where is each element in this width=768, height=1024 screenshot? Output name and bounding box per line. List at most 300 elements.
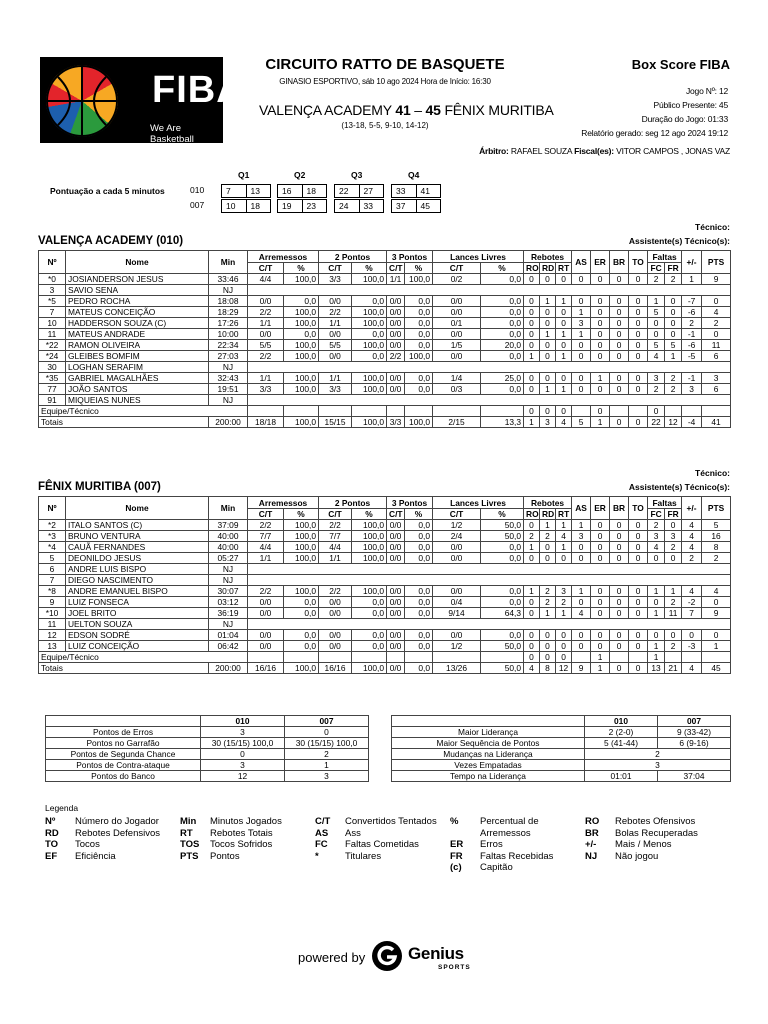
stat-cell: 0 bbox=[610, 351, 629, 362]
stat-cell: 30:07 bbox=[209, 586, 248, 597]
stat-cell: 17:26 bbox=[209, 318, 248, 329]
away-box-score-table bbox=[38, 496, 731, 674]
stat-cell: 25,0 bbox=[481, 373, 524, 384]
five-minute-score: 45 bbox=[416, 200, 441, 212]
stat-cell: 0 bbox=[591, 520, 610, 531]
stat-cell: 0 bbox=[572, 296, 591, 307]
blank-cell bbox=[387, 652, 405, 663]
five-minute-score: 18 bbox=[246, 200, 271, 212]
stat-cell: 4 bbox=[682, 663, 702, 674]
blank-cell bbox=[319, 652, 352, 663]
stat-cell: 0/0 bbox=[433, 630, 481, 641]
stat-cell: 0 bbox=[572, 373, 591, 384]
summary-value: 12 bbox=[201, 771, 285, 782]
stat-cell: 2 bbox=[702, 318, 731, 329]
blank-cell bbox=[405, 652, 433, 663]
player-name: JOÃO SANTOS bbox=[66, 384, 209, 395]
summary-value: 2 bbox=[585, 749, 731, 760]
summary-value: 30 (15/15) 100,0 bbox=[201, 738, 285, 749]
stat-cell: 2 bbox=[556, 597, 572, 608]
stat-cell: 0 bbox=[524, 630, 540, 641]
column-header: 2 Pontos bbox=[319, 497, 387, 509]
summary-row bbox=[392, 738, 731, 749]
legend-abbr: TO bbox=[45, 839, 59, 850]
stat-cell: 0 bbox=[556, 318, 572, 329]
legend-abbr: RD bbox=[45, 827, 59, 839]
player-row bbox=[39, 274, 731, 285]
stat-cell: 0/2 bbox=[433, 274, 481, 285]
summary-label: Pontos do Banco bbox=[46, 771, 201, 782]
player-number: 13 bbox=[39, 641, 66, 652]
player-minutes: NJ bbox=[209, 285, 248, 296]
stat-cell: 0,0 bbox=[352, 597, 387, 608]
stat-cell: 0,0 bbox=[405, 318, 433, 329]
stat-cell: 36:19 bbox=[209, 608, 248, 619]
stat-cell: 1 bbox=[648, 296, 665, 307]
column-header: Rebotes bbox=[524, 251, 572, 263]
stat-cell: 0,0 bbox=[284, 641, 319, 652]
player-name: CAUÃ FERNANDES bbox=[66, 542, 209, 553]
stat-cell: 0,0 bbox=[284, 329, 319, 340]
legend-desc: Faltas Cometidas bbox=[345, 839, 419, 850]
stat-cell: 2 bbox=[665, 597, 682, 608]
legend-desc: Ass bbox=[345, 827, 361, 839]
team-coach-label: Equipe/Técnico bbox=[39, 406, 248, 417]
legend-abbr: PTS bbox=[180, 850, 199, 862]
stat-cell: 2 bbox=[648, 274, 665, 285]
player-number: 9 bbox=[39, 597, 66, 608]
summary-label: Maior Liderança bbox=[392, 727, 585, 738]
legend-desc: Arremessos bbox=[480, 827, 531, 839]
stat-cell: 1/2 bbox=[433, 641, 481, 652]
player-row bbox=[39, 542, 731, 553]
summary-value: 0 bbox=[285, 727, 369, 738]
stat-cell: 0 bbox=[540, 630, 556, 641]
stat-cell: 100,0 bbox=[352, 274, 387, 285]
stat-cell: 0,0 bbox=[284, 296, 319, 307]
stat-cell: 1 bbox=[540, 608, 556, 619]
stat-cell: 0/0 bbox=[248, 296, 284, 307]
stat-cell: 1/1 bbox=[319, 553, 352, 564]
summary-row bbox=[46, 760, 369, 771]
home-team-name: VALENÇA ACADEMY bbox=[259, 102, 392, 118]
five-minute-box bbox=[277, 199, 327, 213]
column-header: % bbox=[352, 263, 387, 274]
stat-cell: 0 bbox=[648, 597, 665, 608]
summary-value: 5 (41-44) bbox=[585, 738, 658, 749]
summary-label: Pontos de Erros bbox=[46, 727, 201, 738]
stat-cell: 0 bbox=[540, 652, 556, 663]
stat-cell: 100,0 bbox=[284, 586, 319, 597]
stat-cell: 1 bbox=[591, 373, 610, 384]
player-number: 10 bbox=[39, 318, 66, 329]
blank-cell bbox=[248, 395, 731, 406]
five-minute-score: 18 bbox=[302, 185, 327, 197]
quarter-header: Q3 bbox=[351, 170, 363, 180]
stat-cell: 9 bbox=[702, 608, 731, 619]
stat-cell: 0 bbox=[610, 630, 629, 641]
blank-cell bbox=[481, 652, 524, 663]
stat-cell: 0/0 bbox=[319, 597, 352, 608]
stat-cell: 0 bbox=[629, 384, 648, 395]
stat-cell: 0/0 bbox=[319, 351, 352, 362]
stat-cell: 0 bbox=[540, 318, 556, 329]
stat-cell: 0 bbox=[629, 340, 648, 351]
stat-cell: 50,0 bbox=[481, 663, 524, 674]
genius-logo-icon bbox=[371, 940, 403, 972]
five-minute-box bbox=[391, 199, 441, 213]
legend-item bbox=[450, 862, 513, 873]
stat-cell: 06:42 bbox=[209, 641, 248, 652]
stat-cell: 7/7 bbox=[248, 531, 284, 542]
stat-cell: 4 bbox=[648, 542, 665, 553]
stat-cell: 5 bbox=[648, 340, 665, 351]
stat-cell: 16/16 bbox=[319, 663, 352, 674]
stat-cell: 50,0 bbox=[481, 531, 524, 542]
stat-cell: 6 bbox=[702, 384, 731, 395]
stat-cell: 100,0 bbox=[284, 340, 319, 351]
stat-cell: 0/0 bbox=[387, 597, 405, 608]
stat-cell: 0 bbox=[665, 329, 682, 340]
five-minute-box bbox=[221, 199, 271, 213]
player-row bbox=[39, 641, 731, 652]
player-number: 11 bbox=[39, 329, 66, 340]
stat-cell: 0 bbox=[702, 329, 731, 340]
five-minute-score: 33 bbox=[396, 186, 406, 196]
column-header: C/T bbox=[387, 509, 405, 520]
stat-cell: 0 bbox=[591, 553, 610, 564]
stat-cell: 1/1 bbox=[387, 274, 405, 285]
stat-cell: 1 bbox=[556, 542, 572, 553]
blank-cell bbox=[665, 652, 682, 663]
player-number: 3 bbox=[39, 285, 66, 296]
stat-cell: 0/0 bbox=[387, 340, 405, 351]
column-header: C/T bbox=[319, 263, 352, 274]
stat-cell: 0 bbox=[648, 406, 665, 417]
player-name: MIQUEIAS NUNES bbox=[66, 395, 209, 406]
stat-cell: 100,0 bbox=[284, 307, 319, 318]
stat-cell: 1 bbox=[591, 417, 610, 428]
stat-cell: 13,3 bbox=[481, 417, 524, 428]
stat-cell: 1 bbox=[648, 608, 665, 619]
blank-cell bbox=[433, 652, 481, 663]
player-name: DEONILDO JESUS bbox=[66, 553, 209, 564]
legend-desc: Não jogou bbox=[615, 850, 659, 862]
legend-abbr: Min bbox=[180, 816, 197, 827]
game-duration: Duração do Jogo: 01:33 bbox=[641, 114, 728, 124]
stat-cell: 0 bbox=[591, 542, 610, 553]
stat-cell: 0 bbox=[629, 351, 648, 362]
blank-cell bbox=[392, 716, 585, 727]
stat-cell: 0 bbox=[591, 296, 610, 307]
stat-cell: 0 bbox=[540, 542, 556, 553]
summary-label: Pontos no Garrafão bbox=[46, 738, 201, 749]
player-row bbox=[39, 608, 731, 619]
stat-cell: 0,0 bbox=[352, 630, 387, 641]
stat-cell: 0 bbox=[591, 329, 610, 340]
stat-cell: 0/0 bbox=[433, 542, 481, 553]
stat-cell: 0/0 bbox=[433, 586, 481, 597]
stat-cell: 0 bbox=[591, 608, 610, 619]
stat-cell: 100,0 bbox=[352, 553, 387, 564]
stat-cell: 0 bbox=[629, 329, 648, 340]
summary-value: 0 bbox=[201, 749, 285, 760]
stat-cell: 0 bbox=[591, 406, 610, 417]
stat-cell: 0/0 bbox=[387, 542, 405, 553]
stat-cell: 2/2 bbox=[248, 307, 284, 318]
stat-cell: 13/26 bbox=[433, 663, 481, 674]
stat-cell: 0,0 bbox=[352, 641, 387, 652]
column-header: C/T bbox=[433, 509, 481, 520]
stat-cell: 9/14 bbox=[433, 608, 481, 619]
stat-cell: 0 bbox=[572, 384, 591, 395]
stat-cell: 0 bbox=[524, 274, 540, 285]
stat-cell: 12 bbox=[556, 663, 572, 674]
legend-item bbox=[180, 851, 240, 862]
stat-cell: 100,0 bbox=[352, 542, 387, 553]
powered-by-text: powered by bbox=[298, 950, 366, 965]
blank-cell bbox=[284, 406, 319, 417]
stat-cell: 0,0 bbox=[405, 296, 433, 307]
stat-cell: 1 bbox=[572, 586, 591, 597]
legend-item bbox=[585, 839, 672, 850]
home-box-score-table bbox=[38, 250, 731, 428]
legend-abbr: FC bbox=[315, 839, 328, 850]
legend-abbr: % bbox=[450, 816, 459, 827]
stat-cell: 11 bbox=[702, 340, 731, 351]
stat-cell: 0 bbox=[682, 630, 702, 641]
stat-cell: 4 bbox=[556, 531, 572, 542]
stat-cell: 0 bbox=[556, 373, 572, 384]
stat-cell: 1/2 bbox=[433, 520, 481, 531]
stat-cell: 0 bbox=[648, 318, 665, 329]
legend-abbr: NJ bbox=[585, 850, 598, 862]
player-row bbox=[39, 619, 731, 630]
summary-value: 30 (15/15) 100,0 bbox=[285, 738, 369, 749]
stat-cell: 5 bbox=[648, 307, 665, 318]
stat-cell: 3 bbox=[648, 531, 665, 542]
stat-cell: 0,0 bbox=[284, 630, 319, 641]
stat-cell: 40:00 bbox=[209, 531, 248, 542]
fiba-logo bbox=[40, 57, 245, 145]
player-number: *22 bbox=[39, 340, 66, 351]
legend-abbr: ER bbox=[450, 839, 464, 850]
stat-cell: 1 bbox=[591, 652, 610, 663]
summary-header-row bbox=[392, 716, 731, 727]
blank-cell bbox=[572, 652, 591, 663]
player-name: JOSIANDERSON JESUS bbox=[66, 274, 209, 285]
player-name: UELTON SOUZA bbox=[66, 619, 209, 630]
summary-row bbox=[46, 727, 369, 738]
stat-cell: 0/0 bbox=[387, 531, 405, 542]
stat-cell: 0 bbox=[629, 641, 648, 652]
stat-cell: 1 bbox=[556, 329, 572, 340]
player-minutes: NJ bbox=[209, 362, 248, 373]
stat-cell: 0 bbox=[572, 351, 591, 362]
stat-cell: 0,0 bbox=[405, 531, 433, 542]
attendance: Público Presente: 45 bbox=[653, 100, 728, 110]
summary-value: 1 bbox=[285, 760, 369, 771]
stat-cell: 0 bbox=[665, 318, 682, 329]
stat-cell: 6 bbox=[702, 351, 731, 362]
stat-cell: 100,0 bbox=[352, 417, 387, 428]
stat-cell: 4/4 bbox=[248, 542, 284, 553]
stat-cell: 1/1 bbox=[248, 553, 284, 564]
legend-abbr: BR bbox=[585, 827, 599, 839]
stat-cell: 18:08 bbox=[209, 296, 248, 307]
stat-cell: 2/2 bbox=[248, 351, 284, 362]
player-name: DIEGO NASCIMENTO bbox=[66, 575, 209, 586]
stat-cell: 2 bbox=[682, 553, 702, 564]
stat-cell: 0/0 bbox=[387, 307, 405, 318]
stat-cell: 100,0 bbox=[284, 384, 319, 395]
stat-cell: 0 bbox=[524, 520, 540, 531]
stat-cell: 1 bbox=[665, 586, 682, 597]
stat-cell: 0 bbox=[629, 318, 648, 329]
player-number: 12 bbox=[39, 630, 66, 641]
player-row bbox=[39, 296, 731, 307]
column-header: % bbox=[481, 263, 524, 274]
legend-item bbox=[180, 839, 272, 850]
stat-cell: 0,0 bbox=[481, 630, 524, 641]
stat-cell: 0 bbox=[556, 340, 572, 351]
stat-cell: 0/0 bbox=[319, 608, 352, 619]
column-header: FC bbox=[648, 263, 665, 274]
column-header: Min bbox=[209, 497, 248, 520]
five-minute-label: Pontuação a cada 5 minutos bbox=[50, 186, 165, 196]
legend-desc: Minutos Jogados bbox=[210, 816, 282, 827]
stat-cell: 0,0 bbox=[481, 542, 524, 553]
stat-cell: 50,0 bbox=[481, 520, 524, 531]
player-row bbox=[39, 586, 731, 597]
blank-cell bbox=[702, 406, 731, 417]
stat-cell: -6 bbox=[682, 307, 702, 318]
lead-summary-table bbox=[391, 715, 731, 782]
blank-cell bbox=[433, 406, 481, 417]
stat-cell: 0,0 bbox=[481, 329, 524, 340]
column-header: C/T bbox=[319, 509, 352, 520]
stat-cell: 10:00 bbox=[209, 329, 248, 340]
stat-cell: 0 bbox=[665, 630, 682, 641]
summary-label: Pontos de Contra-ataque bbox=[46, 760, 201, 771]
legend-desc: Número do Jogador bbox=[75, 816, 159, 827]
referee-name: RAFAEL SOUZA bbox=[510, 146, 572, 156]
player-number: *24 bbox=[39, 351, 66, 362]
column-header: Arremessos bbox=[248, 251, 319, 263]
blank-cell bbox=[665, 406, 682, 417]
player-name: LUIZ FONSECA bbox=[66, 597, 209, 608]
stat-cell: 0 bbox=[629, 373, 648, 384]
game-number: Jogo Nº: 12 bbox=[685, 86, 728, 96]
five-minute-score: 13 bbox=[246, 185, 271, 197]
column-header: FR bbox=[665, 509, 682, 520]
column-header: % bbox=[405, 509, 433, 520]
column-header: TO bbox=[629, 497, 648, 520]
stat-cell: 0 bbox=[610, 307, 629, 318]
column-header: Nome bbox=[66, 497, 209, 520]
stat-cell: 0 bbox=[556, 274, 572, 285]
stat-cell: 0 bbox=[629, 417, 648, 428]
summary-label: Maior Sequência de Pontos bbox=[392, 738, 585, 749]
column-header: RD bbox=[540, 263, 556, 274]
blank-cell bbox=[248, 575, 731, 586]
legend-desc: Bolas Recuperadas bbox=[615, 827, 698, 839]
column-header: 2 Pontos bbox=[319, 251, 387, 263]
stat-cell: 0 bbox=[629, 586, 648, 597]
legend-item bbox=[315, 839, 419, 850]
column-header: +/- bbox=[682, 251, 702, 274]
stat-cell: 32:43 bbox=[209, 373, 248, 384]
column-header: AS bbox=[572, 251, 591, 274]
stat-cell: 1/1 bbox=[319, 318, 352, 329]
summary-header-row bbox=[46, 716, 369, 727]
stat-cell: 1 bbox=[524, 542, 540, 553]
stat-cell: 0 bbox=[556, 406, 572, 417]
legend-item bbox=[45, 816, 159, 827]
stat-cell: 1 bbox=[556, 384, 572, 395]
legend-abbr: EF bbox=[45, 850, 58, 862]
blank-cell bbox=[46, 716, 201, 727]
stat-cell: 0 bbox=[524, 641, 540, 652]
stat-cell: 100,0 bbox=[284, 318, 319, 329]
stat-cell: 15/15 bbox=[319, 417, 352, 428]
totals-row bbox=[39, 663, 731, 674]
legend-item bbox=[45, 828, 160, 839]
stat-cell: 100,0 bbox=[284, 417, 319, 428]
stat-cell: 4 bbox=[572, 608, 591, 619]
legend-abbr: AS bbox=[315, 827, 329, 839]
stat-cell: 0,0 bbox=[481, 586, 524, 597]
away-coach-label: Técnico: bbox=[695, 468, 730, 478]
column-header: % bbox=[481, 509, 524, 520]
stat-cell: 100,0 bbox=[284, 520, 319, 531]
stat-cell: 0 bbox=[591, 340, 610, 351]
column-header: FR bbox=[665, 263, 682, 274]
stat-cell: 0,0 bbox=[481, 296, 524, 307]
stat-cell: 5 bbox=[572, 417, 591, 428]
legend-item bbox=[315, 851, 381, 862]
home-score: 41 bbox=[395, 102, 411, 118]
stat-cell: 0 bbox=[591, 531, 610, 542]
stat-cell: 0 bbox=[591, 318, 610, 329]
stat-cell: 0 bbox=[665, 307, 682, 318]
player-row bbox=[39, 395, 731, 406]
totals-label: Totais bbox=[39, 417, 209, 428]
column-header: RO bbox=[524, 509, 540, 520]
player-number: 6 bbox=[39, 564, 66, 575]
stat-cell: 1 bbox=[556, 520, 572, 531]
summary-label: Pontos de Segunda Chance bbox=[46, 749, 201, 760]
report-generated: Relatório gerado: seg 12 ago 2024 19:12 bbox=[581, 128, 728, 138]
stat-cell: 41 bbox=[702, 417, 731, 428]
stat-cell: 2 bbox=[540, 531, 556, 542]
player-name: GLEIBES BOMFIM bbox=[66, 351, 209, 362]
legend-title: Legenda bbox=[45, 803, 79, 813]
stat-cell: 0 bbox=[556, 652, 572, 663]
stat-cell: 64,3 bbox=[481, 608, 524, 619]
competition-title: CIRCUITO RATTO DE BASQUETE bbox=[265, 56, 505, 73]
stat-cell: 0 bbox=[610, 586, 629, 597]
stat-cell: 0,0 bbox=[405, 641, 433, 652]
five-minute-box bbox=[334, 184, 384, 198]
stat-cell: 1 bbox=[702, 641, 731, 652]
stat-cell: 100,0 bbox=[405, 417, 433, 428]
five-minute-score: 7 bbox=[226, 186, 231, 196]
column-header: Min bbox=[209, 251, 248, 274]
player-number: *2 bbox=[39, 520, 66, 531]
stat-cell: 2 bbox=[665, 384, 682, 395]
stat-cell: 2 bbox=[682, 318, 702, 329]
